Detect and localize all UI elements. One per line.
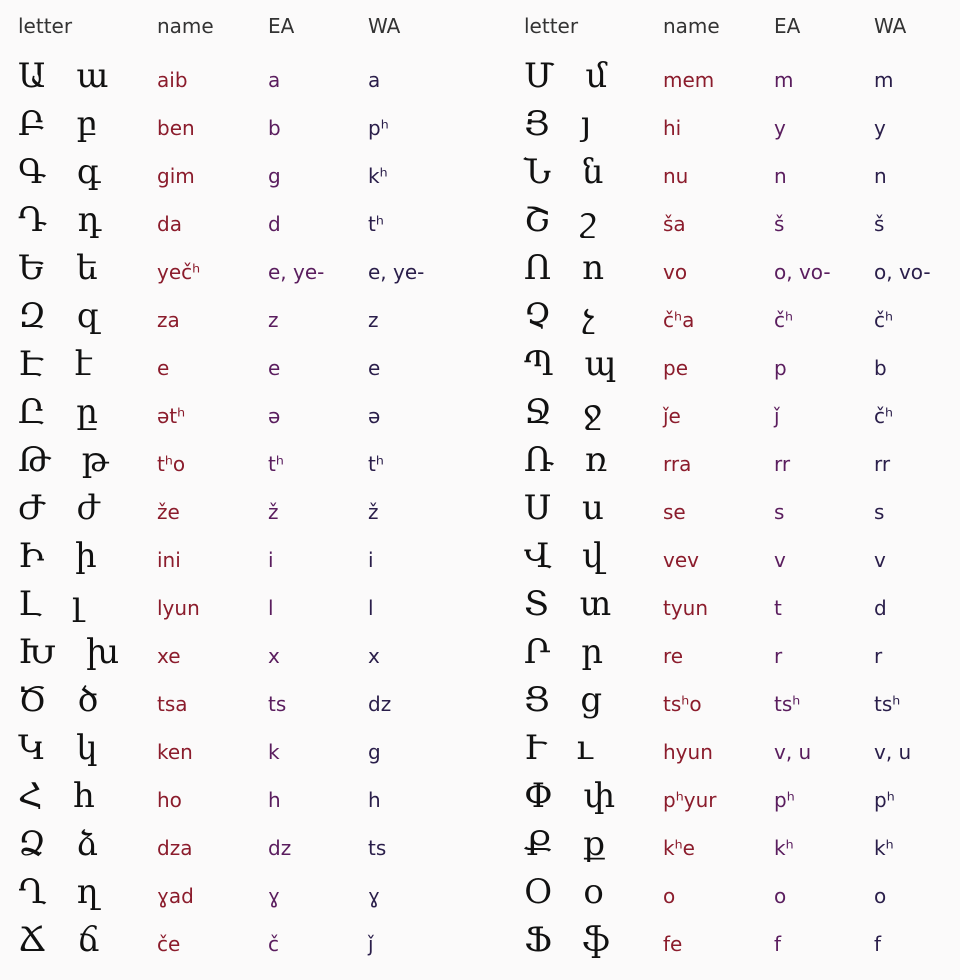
western-pronunciation: r [874,644,883,668]
western-pronunciation: b [874,356,887,380]
letter-glyphs: Ի ի [18,536,107,576]
eastern-pronunciation: b [268,116,281,140]
letter-name: tsa [157,692,188,716]
western-pronunciation: n [874,164,887,188]
eastern-pronunciation: o, vo- [774,260,831,284]
letter-glyphs: Դ դ [18,200,112,240]
letter-name: ho [157,788,182,812]
table-row [0,772,480,820]
western-pronunciation: ts [368,836,387,860]
letter-name: če [157,932,181,956]
letter-glyphs: Պ պ [524,344,627,384]
western-pronunciation: ǰ [368,932,374,956]
letter-name: o [663,884,676,908]
western-pronunciation: čʰ [874,404,894,428]
western-pronunciation: z [368,308,379,332]
western-pronunciation: e, ye- [368,260,425,284]
letter-name: dza [157,836,193,860]
western-pronunciation: v [874,548,886,572]
eastern-pronunciation: a [268,68,281,92]
letter-name: aib [157,68,188,92]
letter-name: vev [663,548,699,572]
western-pronunciation: dz [368,692,392,716]
table-row [506,100,960,148]
table-row [0,580,480,628]
letter-glyphs: Ո ո [524,248,615,288]
eastern-pronunciation: ts [268,692,287,716]
eastern-pronunciation: pʰ [774,788,795,812]
table-row [506,436,960,484]
alphabet-table-left [0,0,480,964]
table-header [506,0,960,52]
western-pronunciation: pʰ [874,788,895,812]
western-pronunciation: f [874,932,882,956]
table-row [0,436,480,484]
alphabet-table-right [506,0,960,964]
western-pronunciation: l [368,596,374,620]
eastern-pronunciation: e [268,356,281,380]
letter-glyphs: Ր ր [524,632,614,672]
table-row [506,628,960,676]
letter-name: pe [663,356,688,380]
header-wa: WA [368,14,401,38]
letter-name: tsʰo [663,692,702,716]
eastern-pronunciation: p [774,356,787,380]
western-pronunciation: ɣ [368,884,380,908]
header-letter: letter [18,14,73,38]
eastern-pronunciation: y [774,116,786,140]
letter-glyphs: Լ լ [18,584,93,624]
eastern-pronunciation: f [774,932,782,956]
table-row [506,532,960,580]
letter-glyphs: Բ բ [18,104,108,144]
eastern-pronunciation: n [774,164,787,188]
western-pronunciation: kʰ [874,836,894,860]
table-row [0,628,480,676]
letter-name: ini [157,548,181,572]
table-row [506,868,960,916]
letter-glyphs: Ժ ժ [18,488,110,528]
table-row [506,916,960,964]
letter-glyphs: Ջ ջ [524,392,613,432]
letter-glyphs: Ց ց [524,680,613,720]
eastern-pronunciation: l [268,596,274,620]
header-wa: WA [874,14,907,38]
letter-name: že [157,500,180,524]
table-row [0,724,480,772]
western-pronunciation: tʰ [368,212,384,236]
eastern-pronunciation: d [268,212,281,236]
table-row [506,724,960,772]
table-row [506,52,960,100]
eastern-pronunciation: o [774,884,787,908]
letter-name: yečʰ [157,260,201,284]
letter-name: tʰo [157,452,186,476]
table-row [0,676,480,724]
table-row [506,292,960,340]
letter-glyphs: Խ խ [18,632,130,672]
table-row [0,196,480,244]
table-row [0,52,480,100]
table-row [506,580,960,628]
letter-glyphs: Ֆ ֆ [524,920,621,960]
table-row [506,484,960,532]
table-row [0,100,480,148]
table-row [0,340,480,388]
eastern-pronunciation: h [268,788,281,812]
eastern-pronunciation: m [774,68,794,92]
eastern-pronunciation: č [268,932,279,956]
table-row [506,148,960,196]
table-row [0,484,480,532]
letter-glyphs: Մ մ [524,56,618,96]
table-row [506,820,960,868]
western-pronunciation: tʰ [368,452,384,476]
eastern-pronunciation: r [774,644,783,668]
eastern-pronunciation: z [268,308,279,332]
table-row [0,244,480,292]
western-pronunciation: e [368,356,381,380]
letter-name: ben [157,116,195,140]
eastern-pronunciation: v, u [774,740,812,764]
letter-name: kʰe [663,836,695,860]
letter-glyphs: Ռ ռ [524,440,618,480]
header-name: name [157,14,214,38]
letter-name: ətʰ [157,404,186,428]
header-ea: EA [268,14,295,38]
table-row [506,388,960,436]
western-pronunciation: g [368,740,381,764]
letter-name: za [157,308,180,332]
letter-glyphs: Ը ը [18,392,108,432]
eastern-pronunciation: ž [268,500,279,524]
letter-glyphs: Գ գ [18,152,111,192]
western-pronunciation: o, vo- [874,260,931,284]
eastern-pronunciation: s [774,500,785,524]
western-pronunciation: y [874,116,886,140]
western-pronunciation: pʰ [368,116,389,140]
letter-glyphs: Չ չ [524,296,605,336]
eastern-pronunciation: tsʰ [774,692,801,716]
western-pronunciation: ž [368,500,379,524]
table-row [506,196,960,244]
table-row [506,772,960,820]
letter-name: e [157,356,170,380]
western-pronunciation: a [368,68,381,92]
table-row [0,916,480,964]
letter-glyphs: Ե ե [18,248,108,288]
eastern-pronunciation: rr [774,452,791,476]
letter-glyphs: Շ շ [524,200,607,240]
letter-glyphs: Է է [18,344,103,384]
eastern-pronunciation: t [774,596,782,620]
letter-glyphs: Զ զ [18,296,111,336]
letter-name: ǰe [663,404,681,428]
western-pronunciation: d [874,596,887,620]
western-pronunciation: m [874,68,894,92]
table-row [0,868,480,916]
letter-glyphs: Ս ս [524,488,614,528]
eastern-pronunciation: kʰ [774,836,794,860]
western-pronunciation: x [368,644,380,668]
western-pronunciation: čʰ [874,308,894,332]
letter-name: da [157,212,182,236]
letter-glyphs: Փ փ [524,776,626,816]
letter-name: tyun [663,596,709,620]
eastern-pronunciation: tʰ [268,452,284,476]
eastern-pronunciation: i [268,548,274,572]
header-letter: letter [524,14,579,38]
eastern-pronunciation: g [268,164,281,188]
letter-name: lyun [157,596,200,620]
western-pronunciation: s [874,500,885,524]
table-row [506,244,960,292]
western-pronunciation: kʰ [368,164,388,188]
letter-glyphs: Ղ ղ [18,872,109,912]
eastern-pronunciation: ɣ [268,884,280,908]
table-row [506,676,960,724]
letter-name: nu [663,164,689,188]
letter-glyphs: Ա ա [18,56,119,96]
eastern-pronunciation: ǰ [774,404,780,428]
table-row [0,532,480,580]
letter-name: se [663,500,686,524]
table-row [0,388,480,436]
eastern-pronunciation: k [268,740,280,764]
table-row [0,292,480,340]
western-pronunciation: o [874,884,887,908]
western-pronunciation: i [368,548,374,572]
western-pronunciation: tsʰ [874,692,901,716]
western-pronunciation: rr [874,452,891,476]
letter-name: fe [663,932,683,956]
letter-name: gim [157,164,195,188]
western-pronunciation: h [368,788,381,812]
letter-glyphs: Վ վ [524,536,614,576]
letter-glyphs: Ձ ձ [18,824,108,864]
header-name: name [663,14,720,38]
letter-name: ken [157,740,193,764]
letter-glyphs: Յ յ [524,104,602,144]
letter-name: ɣad [157,884,194,908]
letter-name: vo [663,260,688,284]
letter-name: rra [663,452,692,476]
eastern-pronunciation: v [774,548,786,572]
letter-name: mem [663,68,715,92]
letter-name: hi [663,116,682,140]
letter-glyphs: Տ տ [524,584,622,624]
letter-name: čʰa [663,308,695,332]
eastern-pronunciation: x [268,644,280,668]
table-header [0,0,480,52]
letter-glyphs: Հ հ [18,776,105,816]
letter-name: ša [663,212,686,236]
western-pronunciation: ə [368,404,381,428]
letter-name: pʰyur [663,788,717,812]
letter-name: hyun [663,740,713,764]
letter-glyphs: Ճ ճ [18,920,110,960]
eastern-pronunciation: š [774,212,785,236]
table-row [0,820,480,868]
eastern-pronunciation: ə [268,404,281,428]
eastern-pronunciation: čʰ [774,308,794,332]
letter-glyphs: Օ օ [524,872,614,912]
letter-glyphs: Թ թ [18,440,119,480]
western-pronunciation: š [874,212,885,236]
eastern-pronunciation: e, ye- [268,260,325,284]
letter-name: re [663,644,684,668]
letter-glyphs: Կ կ [18,728,108,768]
header-ea: EA [774,14,801,38]
western-pronunciation: v, u [874,740,912,764]
table-row [0,148,480,196]
letter-glyphs: Ք ք [524,824,616,864]
letter-glyphs: Ծ ծ [18,680,109,720]
letter-glyphs: Ւ ւ [524,728,603,768]
table-row [506,340,960,388]
letter-name: xe [157,644,181,668]
letter-glyphs: Ն ն [524,152,614,192]
eastern-pronunciation: dz [268,836,292,860]
